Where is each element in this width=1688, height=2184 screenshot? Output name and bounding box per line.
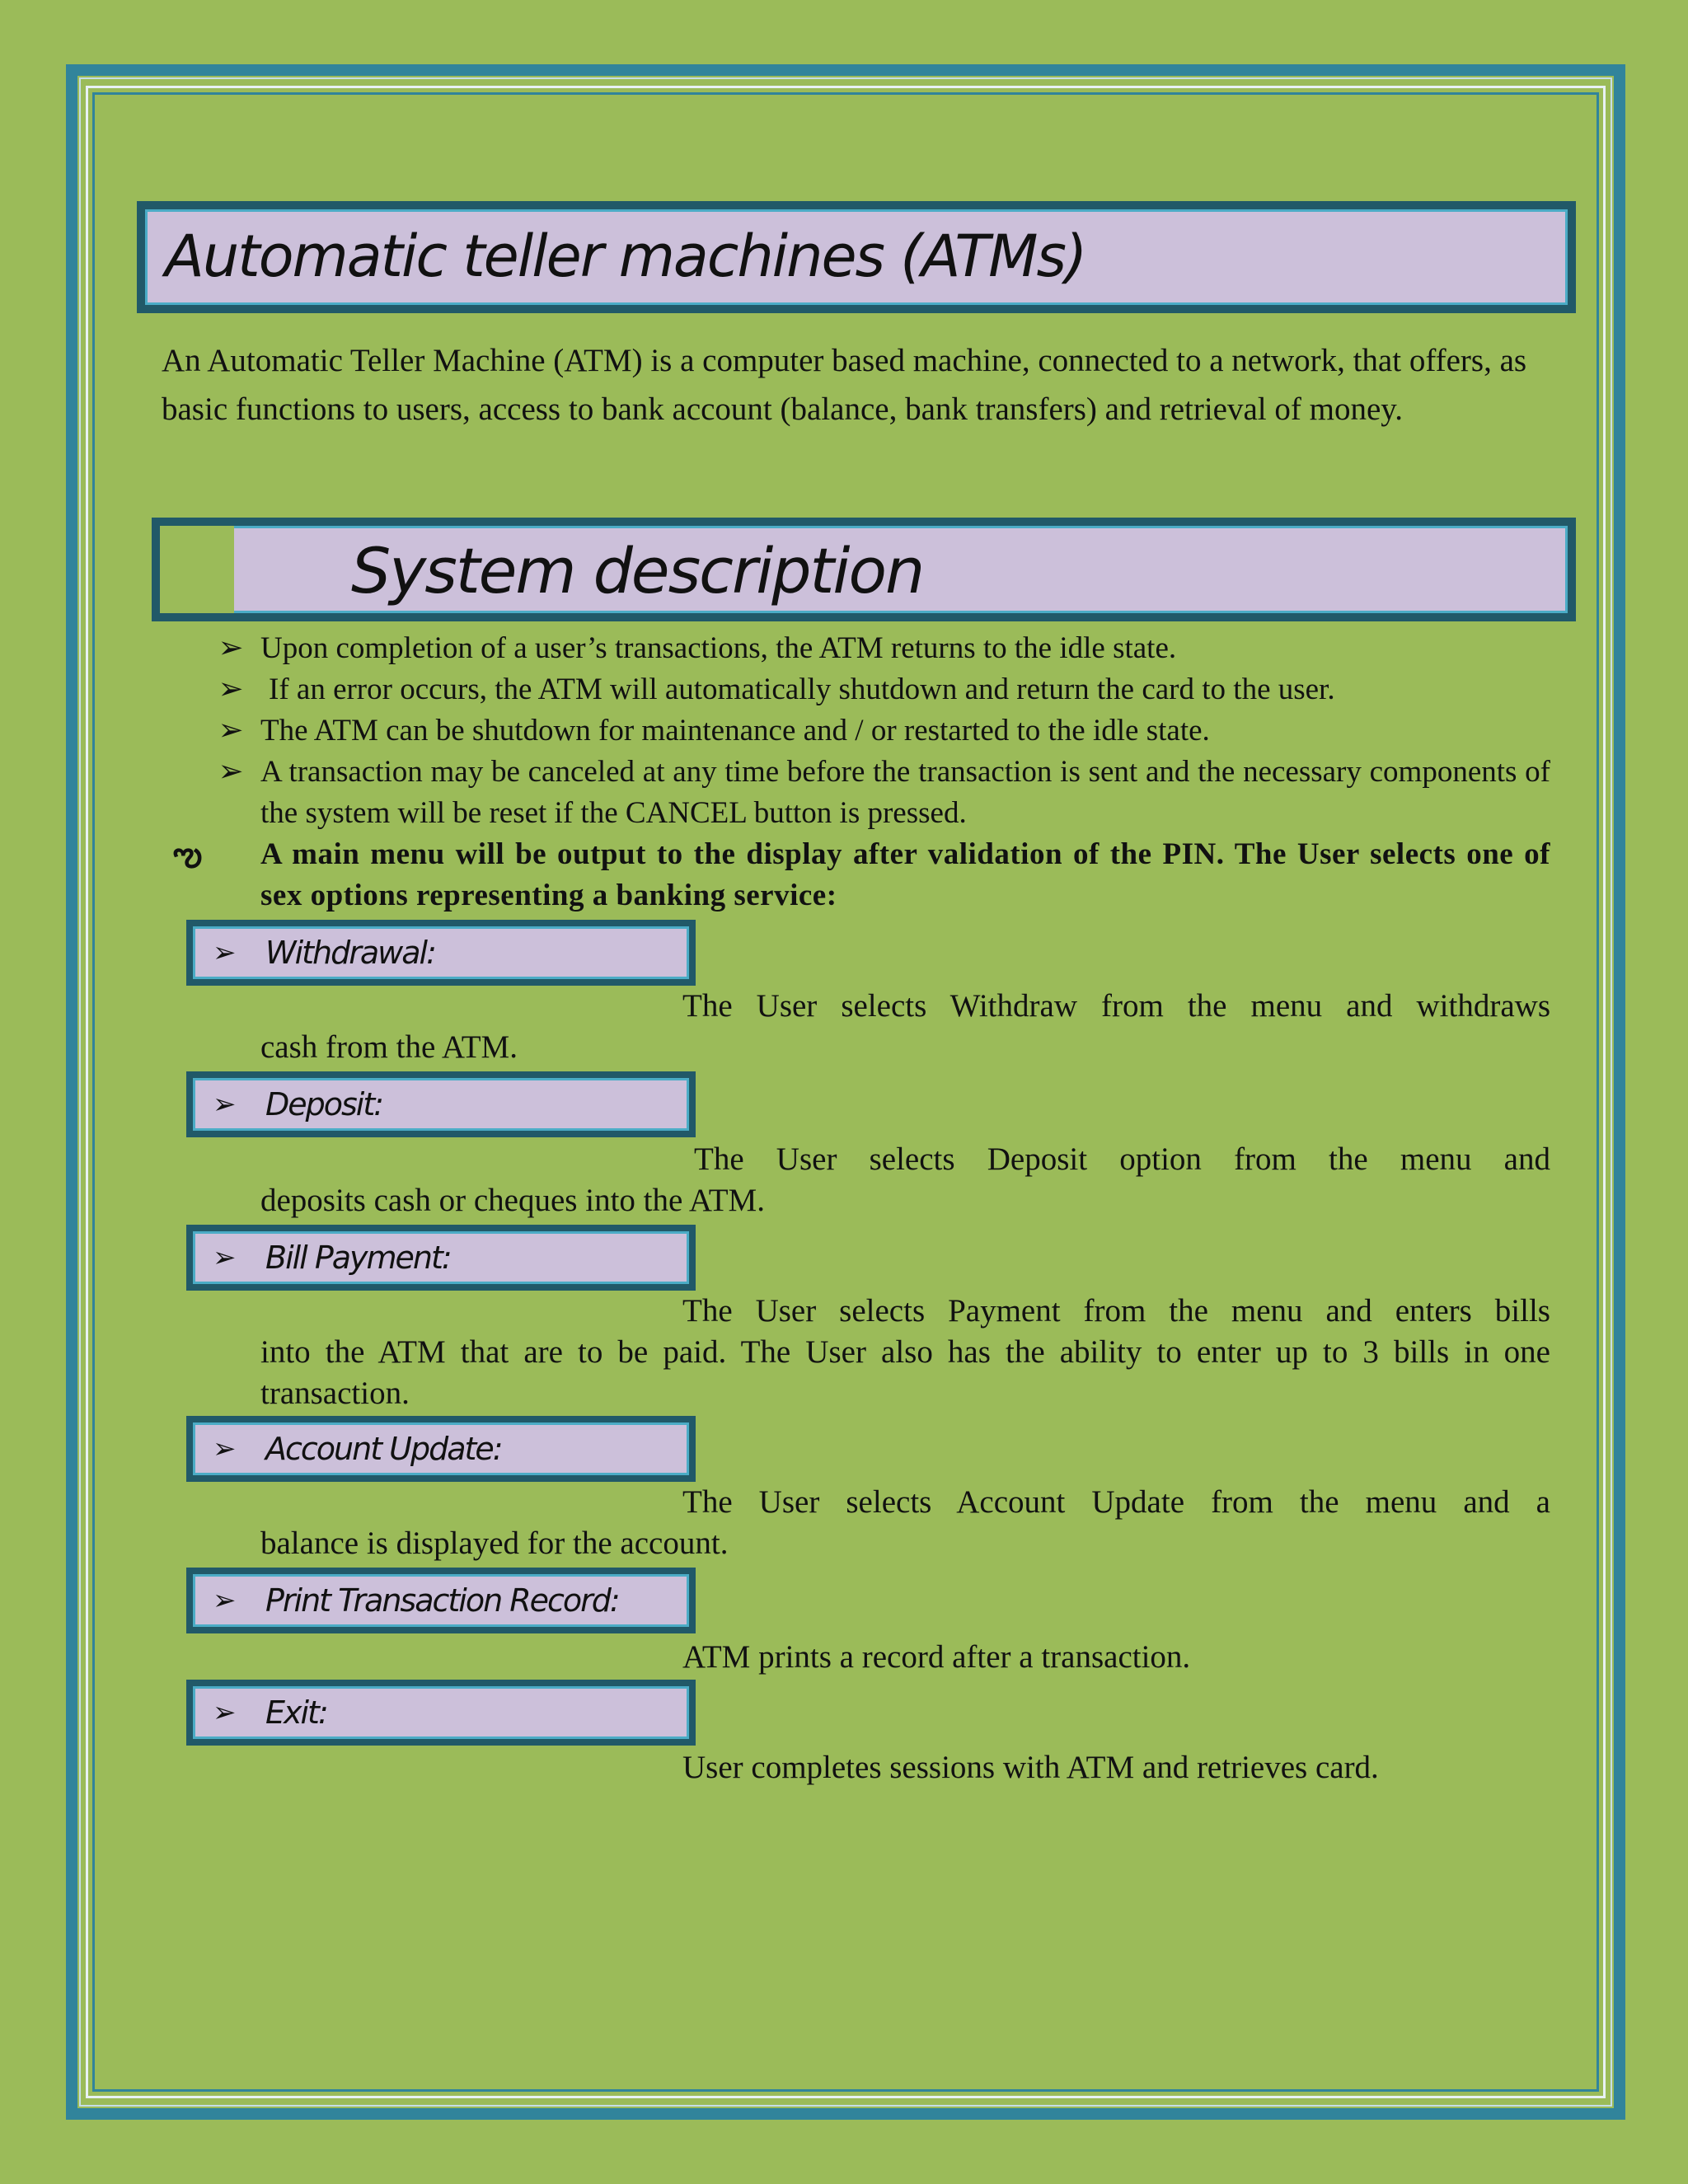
option-account-update-banner	[186, 1416, 696, 1482]
option-withdrawal-banner	[186, 920, 696, 986]
title-banner	[137, 201, 1576, 313]
bullet-text: A transaction may be canceled at any time before the transaction is sent and the necessary components of the system will be reset if the CANCEL button is pressed.	[260, 755, 1550, 830]
banner-accent-block	[160, 526, 234, 613]
description-first-line: User completes sessions with ATM and retrieves card.	[682, 1750, 1379, 1785]
option-label: Bill Payment:	[265, 1240, 451, 1276]
option-label: Exit:	[265, 1694, 327, 1731]
arrow-bullet-icon: ➢	[218, 631, 244, 665]
system-description-heading: System description	[351, 534, 924, 607]
option-print-record-banner	[186, 1568, 696, 1633]
arrow-bullet-icon: ➢	[213, 1698, 237, 1728]
option-label: Print Transaction Record:	[265, 1582, 619, 1619]
arrow-bullet-icon: ➢	[218, 714, 244, 748]
option-deposit-banner	[186, 1071, 696, 1137]
option-exit-description	[260, 1747, 1550, 1788]
description-first-line: The User selects Withdraw from the menu and withdraws	[682, 988, 1550, 1024]
option-exit-banner	[186, 1680, 696, 1746]
arrow-bullet-icon: ➢	[218, 673, 244, 706]
option-label: Deposit:	[265, 1086, 383, 1122]
option-print-record-description	[260, 1637, 1550, 1678]
description-rest: cash from the ATM.	[260, 1029, 518, 1065]
option-account-update-description	[260, 1482, 1550, 1564]
arrow-bullet-icon: ➢	[213, 1090, 237, 1120]
arrow-bullet-icon: ➢	[213, 938, 237, 968]
description-first-line: The User selects Account Update from the menu and a	[682, 1484, 1550, 1520]
description-rest: into the ATM that are to be paid. The User also has the ability to enter up to 3 bills in one transaction.	[260, 1334, 1550, 1411]
option-bill-payment-description	[260, 1291, 1550, 1414]
menu-intro-paragraph: A main menu will be output to the display after validation of the PIN. The User selects one of sex options representing a banking service:	[260, 837, 1550, 912]
arrow-bullet-icon: ➢	[218, 755, 244, 789]
option-label: Account Update:	[265, 1431, 502, 1467]
description-first-line: ATM prints a record after a transaction.	[682, 1639, 1191, 1675]
page-title: Automatic teller machines (ATMs)	[165, 223, 1086, 290]
bullet-text: Upon completion of a user’s transactions, the ATM returns to the idle state.	[260, 631, 1177, 665]
description-rest: balance is displayed for the account.	[260, 1526, 729, 1561]
arrow-bullet-icon: ➢	[213, 1434, 237, 1465]
bullet-text: If an error occurs, the ATM will automatically shutdown and return the card to the user.	[269, 673, 1335, 706]
bullet-text: The ATM can be shutdown for maintenance and / or restarted to the idle state.	[260, 714, 1210, 748]
option-bill-payment-banner	[186, 1225, 696, 1291]
option-deposit-description	[260, 1139, 1550, 1221]
intro-paragraph: An Automatic Teller Machine (ATM) is a computer based machine, connected to a network, that offers, as basic functions to users, access to bank account (balance, bank transfers) and retrieval of money.	[162, 343, 1527, 427]
arrow-bullet-icon: ➢	[213, 1243, 237, 1273]
menu-ornament-icon: ఌ	[173, 836, 203, 873]
arrow-bullet-icon: ➢	[213, 1586, 237, 1616]
description-first-line: The User selects Payment from the menu and enters bills	[682, 1293, 1550, 1329]
option-withdrawal-description	[260, 986, 1550, 1068]
description-rest: deposits cash or cheques into the ATM.	[260, 1183, 765, 1218]
system-description-banner	[152, 518, 1576, 621]
description-first-line: The User selects Deposit option from the menu and	[694, 1141, 1550, 1177]
option-label: Withdrawal:	[265, 935, 435, 971]
